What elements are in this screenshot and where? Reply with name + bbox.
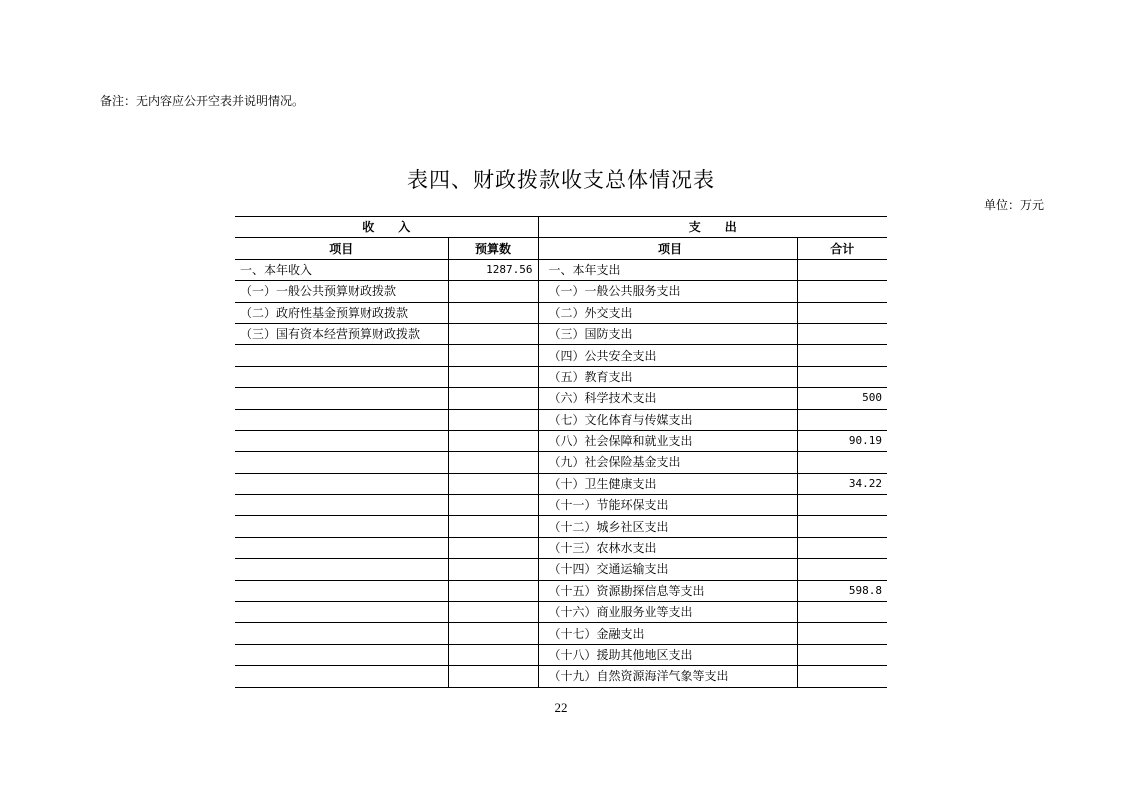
total-amount-cell	[797, 559, 887, 580]
budget-amount-cell	[448, 281, 538, 302]
income-item-cell	[235, 452, 448, 473]
total-amount-cell	[797, 602, 887, 623]
budget-amount-cell	[448, 345, 538, 366]
table-row	[235, 259, 887, 280]
budget-amount-cell	[448, 323, 538, 344]
total-amount-cell: 598.8	[797, 580, 887, 601]
income-item-cell	[235, 473, 448, 494]
total-amount-cell	[797, 281, 887, 302]
budget-amount-cell	[448, 430, 538, 451]
table-row	[235, 388, 887, 409]
income-item-cell	[235, 409, 448, 430]
budget-amount-cell	[448, 537, 538, 558]
expense-item-cell: （十七）金融支出	[538, 623, 797, 644]
income-item-cell: （三）国有资本经营预算财政拨款	[235, 323, 448, 344]
page-number: 22	[554, 700, 568, 715]
income-item-cell	[235, 644, 448, 665]
income-item-cell	[235, 666, 448, 687]
total-amount-cell	[797, 537, 887, 558]
section-expense-header: 支 出	[538, 217, 887, 238]
header-total: 合计	[797, 238, 887, 259]
fiscal-appropriation-table	[235, 216, 887, 688]
total-amount-cell	[797, 409, 887, 430]
expense-item-cell: （十六）商业服务业等支出	[538, 602, 797, 623]
expense-item-cell: （七）文化体育与传媒支出	[538, 409, 797, 430]
expense-item-cell: （九）社会保险基金支出	[538, 452, 797, 473]
expense-item-cell: （十二）城乡社区支出	[538, 516, 797, 537]
budget-amount-cell	[448, 366, 538, 387]
expense-item-cell: （一）一般公共服务支出	[538, 281, 797, 302]
budget-amount-cell	[448, 516, 538, 537]
column-header-row	[235, 238, 887, 259]
income-item-cell	[235, 537, 448, 558]
expense-item-cell: （十八）援助其他地区支出	[538, 644, 797, 665]
expense-item-cell: （二）外交支出	[538, 302, 797, 323]
expense-item-cell: （十三）农林水支出	[538, 537, 797, 558]
expense-item-cell: （六）科学技术支出	[538, 388, 797, 409]
expense-item-cell: （十一）节能环保支出	[538, 495, 797, 516]
budget-amount-cell	[448, 495, 538, 516]
income-item-cell	[235, 602, 448, 623]
budget-amount-cell	[448, 409, 538, 430]
income-item-cell	[235, 559, 448, 580]
total-amount-cell	[797, 666, 887, 687]
total-amount-cell: 500	[797, 388, 887, 409]
expense-item-cell: （五）教育支出	[538, 366, 797, 387]
header-expense-item: 项目	[538, 238, 797, 259]
table-row	[235, 430, 887, 451]
budget-amount-cell	[448, 644, 538, 665]
table-row	[235, 623, 887, 644]
budget-amount-cell	[448, 666, 538, 687]
unit-label: 单位：万元	[984, 198, 1045, 212]
income-item-cell	[235, 388, 448, 409]
table-row	[235, 644, 887, 665]
section-header-row	[235, 217, 887, 238]
income-item-cell: 一、本年收入	[235, 259, 448, 280]
budget-amount-cell	[448, 302, 538, 323]
total-amount-cell	[797, 623, 887, 644]
income-item-cell	[235, 430, 448, 451]
total-amount-cell	[797, 366, 887, 387]
total-amount-cell	[797, 452, 887, 473]
table-row	[235, 409, 887, 430]
income-item-cell	[235, 345, 448, 366]
budget-amount-cell	[448, 473, 538, 494]
total-amount-cell	[797, 345, 887, 366]
income-item-cell	[235, 366, 448, 387]
table-row	[235, 281, 887, 302]
table-row	[235, 345, 887, 366]
table-row	[235, 537, 887, 558]
total-amount-cell: 34.22	[797, 473, 887, 494]
table-row	[235, 602, 887, 623]
header-income-item: 项目	[235, 238, 448, 259]
remark-note: 备注：无内容应公开空表并说明情况。	[100, 94, 305, 108]
expense-item-cell: （十四）交通运输支出	[538, 559, 797, 580]
table-row	[235, 666, 887, 687]
total-amount-cell	[797, 302, 887, 323]
income-item-cell	[235, 623, 448, 644]
total-amount-cell	[797, 323, 887, 344]
income-item-cell: （二）政府性基金预算财政拨款	[235, 302, 448, 323]
budget-amount-cell	[448, 452, 538, 473]
table-row	[235, 302, 887, 323]
income-item-cell	[235, 495, 448, 516]
expense-item-cell: （三）国防支出	[538, 323, 797, 344]
total-amount-cell	[797, 516, 887, 537]
expense-item-cell: 一、本年支出	[538, 259, 797, 280]
budget-amount-cell	[448, 580, 538, 601]
income-item-cell	[235, 580, 448, 601]
total-amount-cell	[797, 495, 887, 516]
total-amount-cell	[797, 644, 887, 665]
header-budget-amount: 预算数	[448, 238, 538, 259]
expense-item-cell: （八）社会保障和就业支出	[538, 430, 797, 451]
section-income-header: 收 入	[235, 217, 538, 238]
budget-amount-cell	[448, 623, 538, 644]
total-amount-cell	[797, 259, 887, 280]
table-row	[235, 473, 887, 494]
table-title: 表四、财政拨款收支总体情况表	[407, 168, 715, 192]
expense-item-cell: （十九）自然资源海洋气象等支出	[538, 666, 797, 687]
table-row	[235, 516, 887, 537]
income-item-cell: （一）一般公共预算财政拨款	[235, 281, 448, 302]
table-row	[235, 580, 887, 601]
expense-item-cell: （四）公共安全支出	[538, 345, 797, 366]
expense-item-cell: （十）卫生健康支出	[538, 473, 797, 494]
budget-amount-cell	[448, 388, 538, 409]
income-item-cell	[235, 516, 448, 537]
table-row	[235, 452, 887, 473]
expense-item-cell: （十五）资源勘探信息等支出	[538, 580, 797, 601]
table-row	[235, 559, 887, 580]
total-amount-cell: 90.19	[797, 430, 887, 451]
budget-amount-cell: 1287.56	[448, 259, 538, 280]
table-row	[235, 323, 887, 344]
budget-amount-cell	[448, 559, 538, 580]
budget-amount-cell	[448, 602, 538, 623]
table-row	[235, 366, 887, 387]
table-row	[235, 495, 887, 516]
